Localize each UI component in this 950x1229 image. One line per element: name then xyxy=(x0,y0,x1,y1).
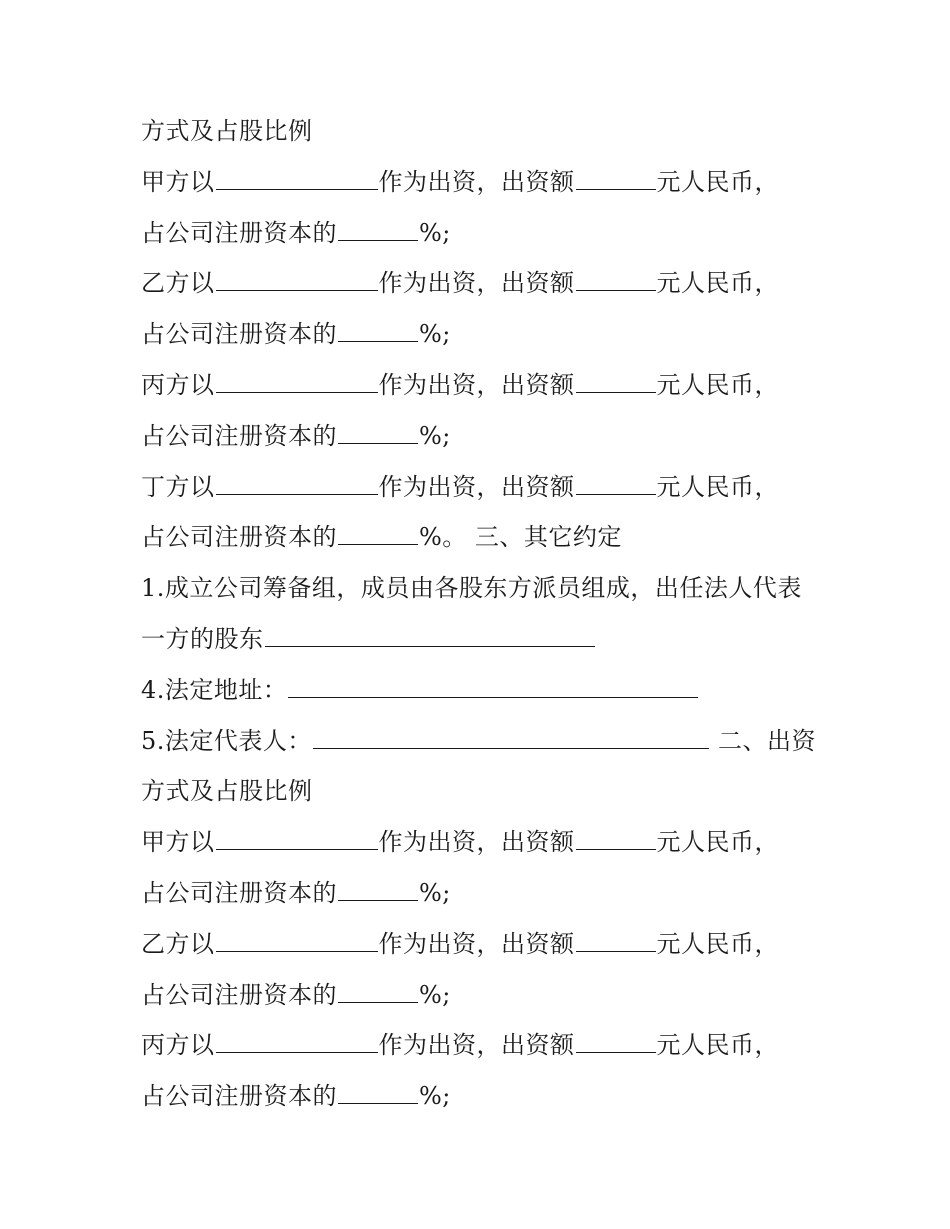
currency-text: 元人民币， xyxy=(656,370,779,399)
contribution-line xyxy=(141,817,821,868)
currency-text: 元人民币， xyxy=(656,929,779,958)
share-label: 占公司注册资本的 xyxy=(141,878,337,907)
paragraph-line xyxy=(141,766,821,817)
party-label: 甲方以 xyxy=(141,828,215,857)
contribution-text: 作为出资，出资额 xyxy=(378,167,575,196)
field-blank[interactable] xyxy=(288,667,698,698)
currency-text: 元人民币， xyxy=(656,1031,779,1060)
percentage-blank[interactable] xyxy=(338,413,418,444)
field-label: 5.法定代表人： xyxy=(141,726,312,755)
amount-blank[interactable] xyxy=(576,159,656,190)
party-label: 乙方以 xyxy=(141,929,215,958)
percentage-blank[interactable] xyxy=(338,870,418,901)
share-label: 占公司注册资本的 xyxy=(141,218,337,247)
line-text: 1.成立公司筹备组，成员由各股东方派员组成，出任法人代表 xyxy=(141,574,802,603)
share-suffix: %; xyxy=(419,320,451,349)
document-body xyxy=(141,106,821,1122)
share-suffix: %; xyxy=(419,980,451,1009)
amount-blank[interactable] xyxy=(576,464,656,495)
share-line xyxy=(141,1071,821,1122)
share-line xyxy=(141,208,821,259)
contribution-text: 作为出资，出资额 xyxy=(378,828,575,857)
currency-text: 元人民币， xyxy=(656,167,779,196)
share-label: 占公司注册资本的 xyxy=(141,980,337,1009)
contribution-line xyxy=(141,919,821,970)
percentage-blank[interactable] xyxy=(338,210,418,241)
field-line xyxy=(141,614,821,665)
field-suffix: 二、出资 xyxy=(709,726,817,755)
currency-text: 元人民币， xyxy=(656,269,779,298)
amount-blank[interactable] xyxy=(576,362,656,393)
share-line xyxy=(141,868,821,919)
percentage-blank[interactable] xyxy=(338,311,418,342)
line-text: 方式及占股比例 xyxy=(141,117,313,145)
contribution-form-blank[interactable] xyxy=(216,819,378,850)
field-line xyxy=(141,665,821,716)
share-line xyxy=(141,512,821,563)
contribution-form-blank[interactable] xyxy=(216,159,378,190)
share-line xyxy=(141,970,821,1021)
contribution-line xyxy=(141,258,821,309)
contribution-form-blank[interactable] xyxy=(216,464,378,495)
percentage-blank[interactable] xyxy=(338,514,418,545)
paragraph-line xyxy=(141,106,821,157)
share-label: 占公司注册资本的 xyxy=(141,421,337,450)
contribution-text: 作为出资，出资额 xyxy=(378,472,575,501)
contribution-form-blank[interactable] xyxy=(216,260,378,291)
share-suffix: %; xyxy=(419,1082,451,1111)
share-line xyxy=(141,411,821,462)
contribution-line xyxy=(141,360,821,411)
currency-text: 元人民币， xyxy=(656,828,779,857)
percentage-blank[interactable] xyxy=(338,1073,418,1104)
share-line xyxy=(141,309,821,360)
contribution-line xyxy=(141,1020,821,1071)
amount-blank[interactable] xyxy=(576,1022,656,1053)
party-label: 乙方以 xyxy=(141,269,215,298)
contribution-form-blank[interactable] xyxy=(216,362,378,393)
field-blank[interactable] xyxy=(313,718,709,749)
amount-blank[interactable] xyxy=(576,260,656,291)
percentage-blank[interactable] xyxy=(338,972,418,1003)
contribution-line xyxy=(141,157,821,208)
amount-blank[interactable] xyxy=(576,921,656,952)
party-label: 甲方以 xyxy=(141,167,215,196)
share-suffix: %; xyxy=(419,218,451,247)
amount-blank[interactable] xyxy=(576,819,656,850)
field-line xyxy=(141,716,821,767)
contribution-form-blank[interactable] xyxy=(216,921,378,952)
field-label: 一方的股东 xyxy=(141,624,264,653)
party-label: 丁方以 xyxy=(141,472,215,501)
paragraph-line xyxy=(141,563,821,614)
currency-text: 元人民币， xyxy=(656,472,779,501)
share-label: 占公司注册资本的 xyxy=(141,1082,337,1111)
contribution-text: 作为出资，出资额 xyxy=(378,370,575,399)
party-label: 丙方以 xyxy=(141,370,215,399)
contribution-text: 作为出资，出资额 xyxy=(378,1031,575,1060)
field-blank[interactable] xyxy=(265,616,595,647)
contribution-text: 作为出资，出资额 xyxy=(378,269,575,298)
share-suffix: %; xyxy=(419,421,451,450)
contribution-form-blank[interactable] xyxy=(216,1022,378,1053)
share-suffix: %; xyxy=(419,878,451,907)
contribution-text: 作为出资，出资额 xyxy=(378,929,575,958)
field-label: 4.法定地址： xyxy=(141,675,288,704)
contribution-line xyxy=(141,462,821,513)
line-text: 方式及占股比例 xyxy=(141,777,313,806)
party-label: 丙方以 xyxy=(141,1031,215,1060)
share-label: 占公司注册资本的 xyxy=(141,320,337,349)
share-suffix: %。 三、其它约定 xyxy=(419,523,622,552)
share-label: 占公司注册资本的 xyxy=(141,523,337,552)
